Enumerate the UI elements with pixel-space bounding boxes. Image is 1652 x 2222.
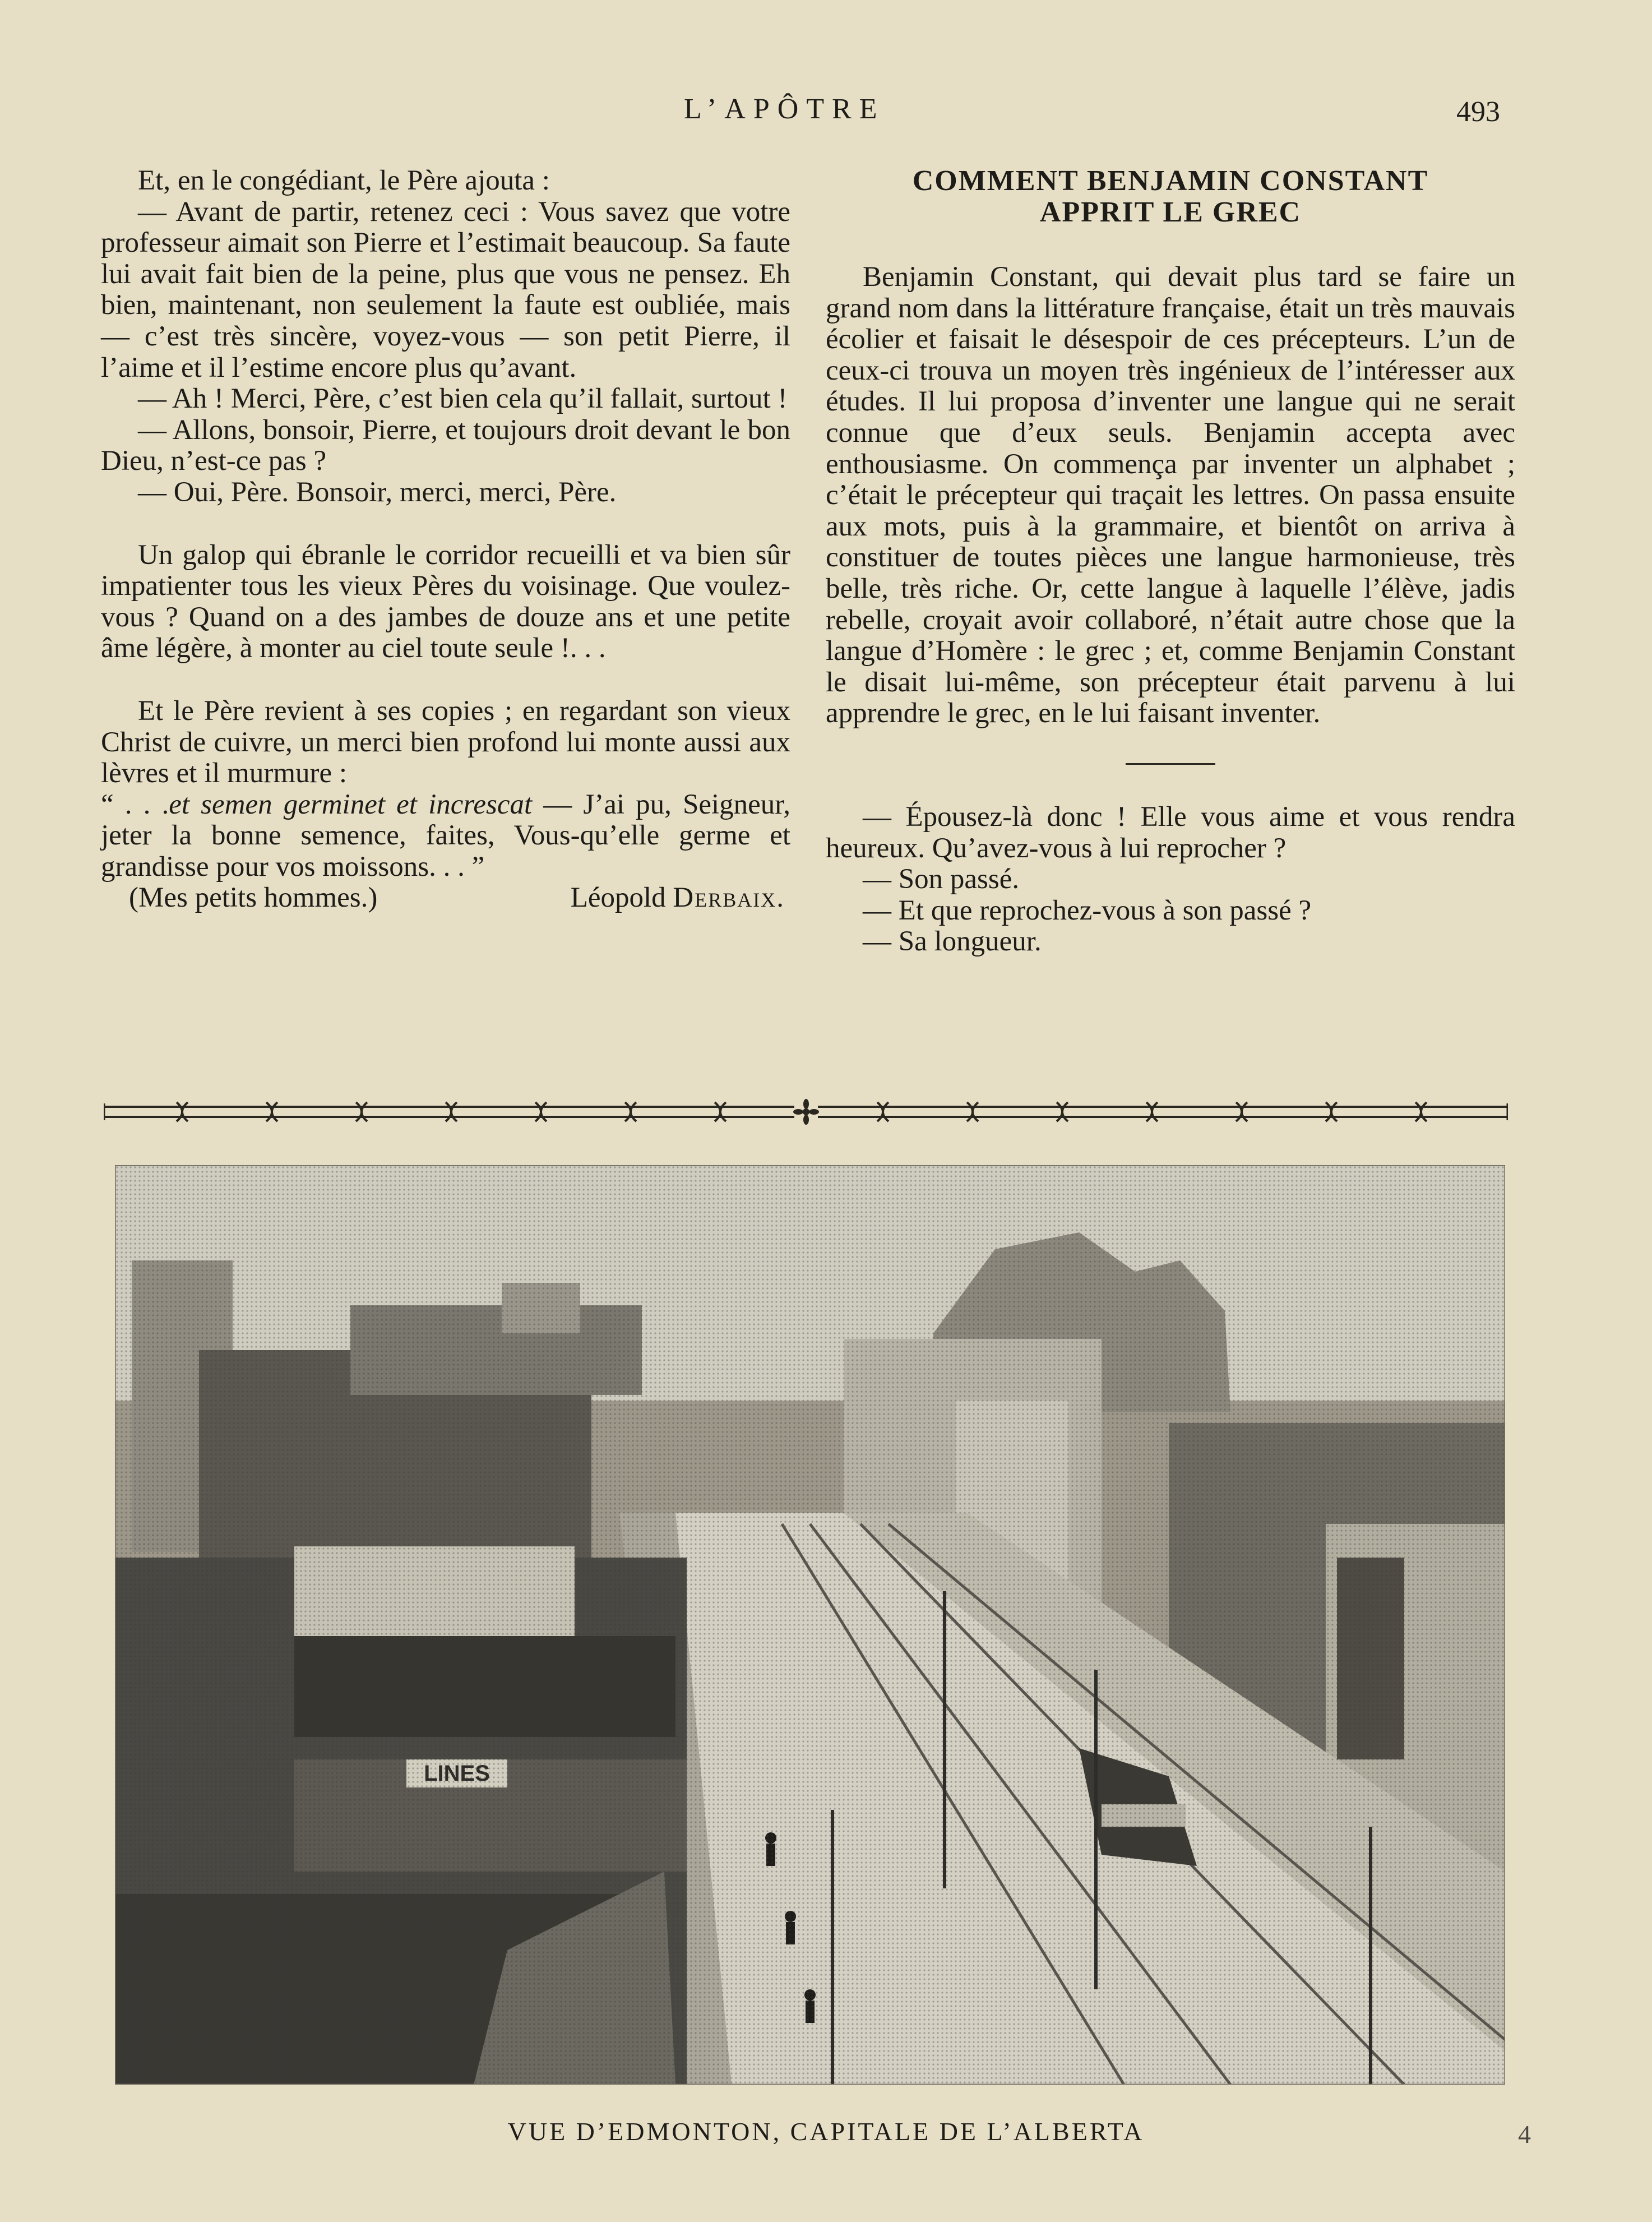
running-title: L’APÔTRE <box>684 93 885 125</box>
source-title: (Mes petits hommes.) <box>129 882 378 914</box>
author-surname: Derbaix. <box>673 882 785 914</box>
joke-line: — Son passé. <box>863 863 1020 895</box>
left-column <box>101 165 790 914</box>
signature-line <box>101 883 790 914</box>
quote-open: “ . . . <box>101 788 169 820</box>
section-separator <box>1126 763 1215 765</box>
paragraph: Un galop qui ébranle le corridor recueilli et va bien sûr impatienter tous les vieux Pères du voisinage. Que voulez-vous ? Quand on a des jambes de douze ans et une petite âme légère, à monter au ciel toute seule !. . . <box>101 539 790 664</box>
paragraph: — Ah ! Merci, Père, c’est bien cela qu’il fallait, surtout ! <box>138 383 788 415</box>
joke-line: — Épousez-là donc ! Elle vous aime et vous rendra heureux. Qu’avez-vous à lui reprocher ? <box>826 801 1515 864</box>
paragraph: — Allons, bonsoir, Pierre, et toujours droit devant le bon Dieu, n’est-ce pas ? <box>101 414 790 477</box>
paragraph: — Oui, Père. Bonsoir, merci, merci, Père. <box>138 476 617 508</box>
article-headline: COMMENT BENJAMIN CONSTANT APPRIT LE GREC <box>912 165 1429 228</box>
latin-quote <box>101 789 790 883</box>
joke-line: — Sa longueur. <box>863 926 1042 958</box>
corner-mark: 4 <box>1518 2120 1531 2149</box>
quote-rest: — J’ai pu, Seigneur, jeter la bonne semence, faites, Vous-qu’elle germe et grandisse pour vos moissons. . . ” <box>101 788 791 883</box>
ornamental-rule <box>104 1099 1508 1125</box>
joke-line: — Et que reprochez-vous à son passé ? <box>863 894 1312 926</box>
page-number: 493 <box>1456 96 1500 128</box>
author: Léopold Derbaix. <box>570 882 785 914</box>
paragraph: Et, en le congédiant, le Père ajouta : <box>138 165 550 196</box>
photo-caption: VUE D’EDMONTON, CAPITALE DE L’ALBERTA <box>507 2117 1145 2146</box>
paragraph: — Avant de partir, retenez ceci : Vous savez que votre professeur aimait son Pierre et l’estimait beaucoup. Sa faute lui avait fait bien de la peine, plus que vous ne pensez. Eh bien, maintenant, non seulement la faute est oubliée, mais — c’est très sincère, voyez-vous — son petit Pierre, il l’aime et il l’estime encore plus qu’avant. <box>101 196 790 384</box>
paragraph: Et le Père revient à ses copies ; en regardant son vieux Christ de cuivre, un merci bien profond lui monte aussi aux lèvres et il murmure : <box>101 695 790 789</box>
street-scene-illustration <box>115 1165 1505 2085</box>
article-body: Benjamin Constant, qui devait plus tard se faire un grand nom dans la littérature française, était un très mauvais écolier et faisait le désespoir de ces précepteurs. L’un de ceux-ci trouva un moyen très ingénieux de l’intéresser aux études. Il lui proposa d’inventer une langue qui ne serait connue que d’eux seuls. Benjamin accepta avec enthousiasme. On commença par inventer un alphabet ; c’était le précepteur qui traçait les lettres. On passa ensuite aux mots, puis à la grammaire, et bientôt on arriva à constituer de toutes pièces une langue harmonieuse, très belle, très riche. Or, cette langue à laquelle l’élève, jadis rebelle, croyait avoir collaboré, n’était autre chose que la langue d’Homère : le grec ; et, comme Benjamin Constant le disait lui-même, son précepteur était parvenu à lui apprendre le grec, en le lui faisant inventer. <box>826 261 1515 729</box>
right-column <box>826 165 1515 958</box>
latin-phrase: et semen germinet et increscat <box>169 788 533 820</box>
edmonton-street-photo <box>115 1165 1505 2085</box>
